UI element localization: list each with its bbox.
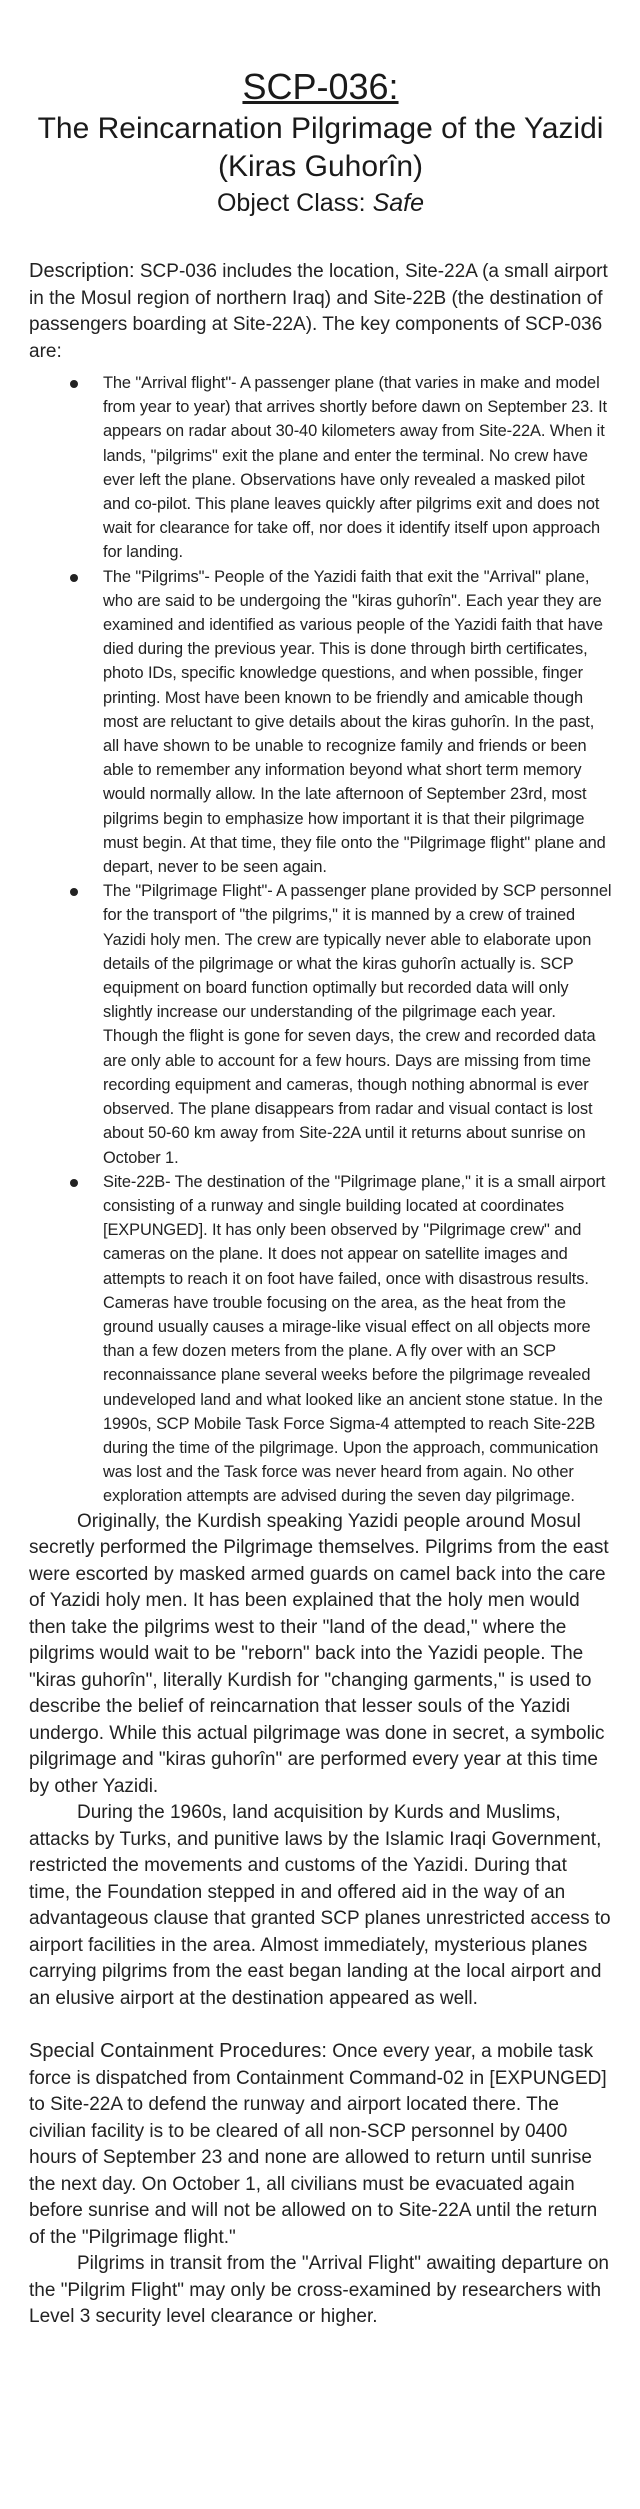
list-item-text: The "Pilgrims"- People of the Yazidi faith that exit the "Arrival" plane, who are said to be undergoing the "kiras guhorîn". Each year they are examined and identified as various people of the Yazidi faith that have died during the previous year. This is done through birth certificates, photo IDs, specific knowledge questions, and when possible, finger printing. Most have been known to be friendly and amicable though most are reluctant to give details about the kiras guhorîn. In the past, all have shown to be unable to recognize family and friends or been able to remember any information beyond what short term memory would normally allow. In the late afternoon of September 23rd, most pilgrims begin to emphasize how important it is that their pilgrimage must begin. At that time, they file onto the "Pilgrimage flight" plane and depart, never to be seen again. <box>103 567 606 877</box>
bullet-icon <box>70 574 78 582</box>
description-intro-text: SCP-036 includes the location, Site-22A (a small airport in the Mosul region of northern Iraq) and Site-22B (the destination of passengers boarding at Site-22A). The key components of SCP-036 are: <box>29 261 608 362</box>
list-item <box>103 371 612 565</box>
object-class-value: Safe <box>372 189 425 217</box>
bullet-icon <box>70 380 78 388</box>
object-class-label: Object Class: <box>216 189 373 217</box>
containment-label: Special Containment Procedures: <box>29 2040 327 2063</box>
list-item <box>103 1170 612 1509</box>
list-item-text: Site-22B- The destination of the "Pilgrimage plane," it is a small airport consisting of a runway and single building located at coordinates [EXPUNGED]. It has only been observed by "Pilgrimage crew" and cameras on the plane. It does not appear on satellite images and attempts to reach it on foot have failed, once with disastrous results. Cameras have trouble focusing on the area, as the heat from the ground usually causes a mirage-like visual effect on all objects more than a few dozen meters from the plane. A fly over with an SCP reconnaissance plane several weeks before the pilgrimage revealed undeveloped land and what looked like an ancient stone statue. In the 1990s, SCP Mobile Task Force Sigma-4 attempted to reach Site-22B during the time of the pilgrimage. Upon the approach, communication was lost and the Task force was never heard from again. No other exploration attempts are advised during the seven day pilgrimage. <box>103 1172 606 1506</box>
history-paragraph-1: Originally, the Kurdish speaking Yazidi people around Mosul secretly performed the Pilgrimage themselves. Pilgrims from the east were escorted by masked armed guards on camel back into the care of Yazidi holy men. It has been explained that the holy men would then take the pilgrims west to their "land of the dead," where the pilgrims would wait to be "reborn" back into the Yazidi people. The "kiras guhorîn", literally Kurdish for "changing garments," is used to describe the belief of reincarnation that lesser souls of the Yazidi undergo. While this actual pilgrimage was done in secret, a symbolic pilgrimage and "kiras guhorîn" are performed every year at this time by other Yazidi. <box>29 1510 609 1797</box>
page-title: SCP-036: <box>242 66 399 107</box>
bullet-icon <box>70 888 78 896</box>
document-header <box>29 64 612 220</box>
list-item <box>103 565 612 880</box>
description-label: Description: <box>29 260 135 282</box>
history-paragraph-2: During the 1960s, land acquisition by Kurds and Muslims, attacks by Turks, and punitive laws by the Islamic Iraqi Government, restricted the movements and customs of the Yazidi. During that time, the Foundation stepped in and offered aid in the way of an advantageous clause that granted SCP planes unrestricted access to airport facilities in the area. Almost immediately, mysterious planes carrying pilgrims from the east began landing at the local airport and an elusive airport at the destination appeared as well. <box>29 1802 611 2009</box>
bullet-icon <box>70 1179 78 1187</box>
description-intro <box>29 258 612 365</box>
page-subtitle-line-1: The Reincarnation Pilgrimage of the Yazidi <box>37 112 604 145</box>
key-components-list <box>29 371 612 1509</box>
page-subtitle-line-2: (Kiras Guhorîn) <box>217 150 424 183</box>
list-item <box>103 879 612 1169</box>
list-item-text: The "Pilgrimage Flight"- A passenger plane provided by SCP personnel for the transport of "the pilgrims," it is manned by a crew of trained Yazidi holy men. The crew are typically never able to elaborate upon details of the pilgrimage or what the kiras guhorîn actually is. SCP equipment on board function optimally but recorded data will only slightly increase our understanding of the pilgrimage each year. Though the flight is gone for seven days, the crew and recorded data are only able to account for a few hours. Days are missing from time recording equipment and cameras, though nothing abnormal is ever observed. The plane disappears from radar and visual contact is lost about 50-60 km away from Site-22A until it returns about sunrise on October 1. <box>103 882 612 1167</box>
list-item-text: The "Arrival flight"- A passenger plane (that varies in make and model from year to year) that arrives shortly before dawn on September 23. It appears on radar about 30-40 kilometers away from Site-22A. When it lands, "pilgrims" exit the plane and enter the terminal. No crew have ever left the plane. Observations have only revealed a masked pilot and co-pilot. This plane leaves quickly after pilgrims exit and does not wait for clearance for take off, nor does it identify itself upon approach for landing. <box>103 374 607 562</box>
section-spacer <box>29 2012 612 2038</box>
object-class <box>29 186 612 220</box>
containment-text: Once every year, a mobile task force is dispatched from Containment Command-02 in [EXPUNGED] to Site-22A to defend the runway and airport located there. The civilian facility is to be cleared of all non-SCP personnel by 0400 hours of September 23 and none are allowed to return until sunrise the next day. On October 1, all civilians must be evacuated again before sunrise and will not be allowed on to Site-22A until the return of the "Pilgrimage flight." <box>29 2041 607 2248</box>
containment-paragraph-2: Pilgrims in transit from the "Arrival Flight" awaiting departure on the "Pilgrim Flight" may only be cross-examined by researchers with Level 3 security level clearance or higher. <box>29 2253 609 2328</box>
containment-paragraph-1 <box>29 2038 612 2251</box>
